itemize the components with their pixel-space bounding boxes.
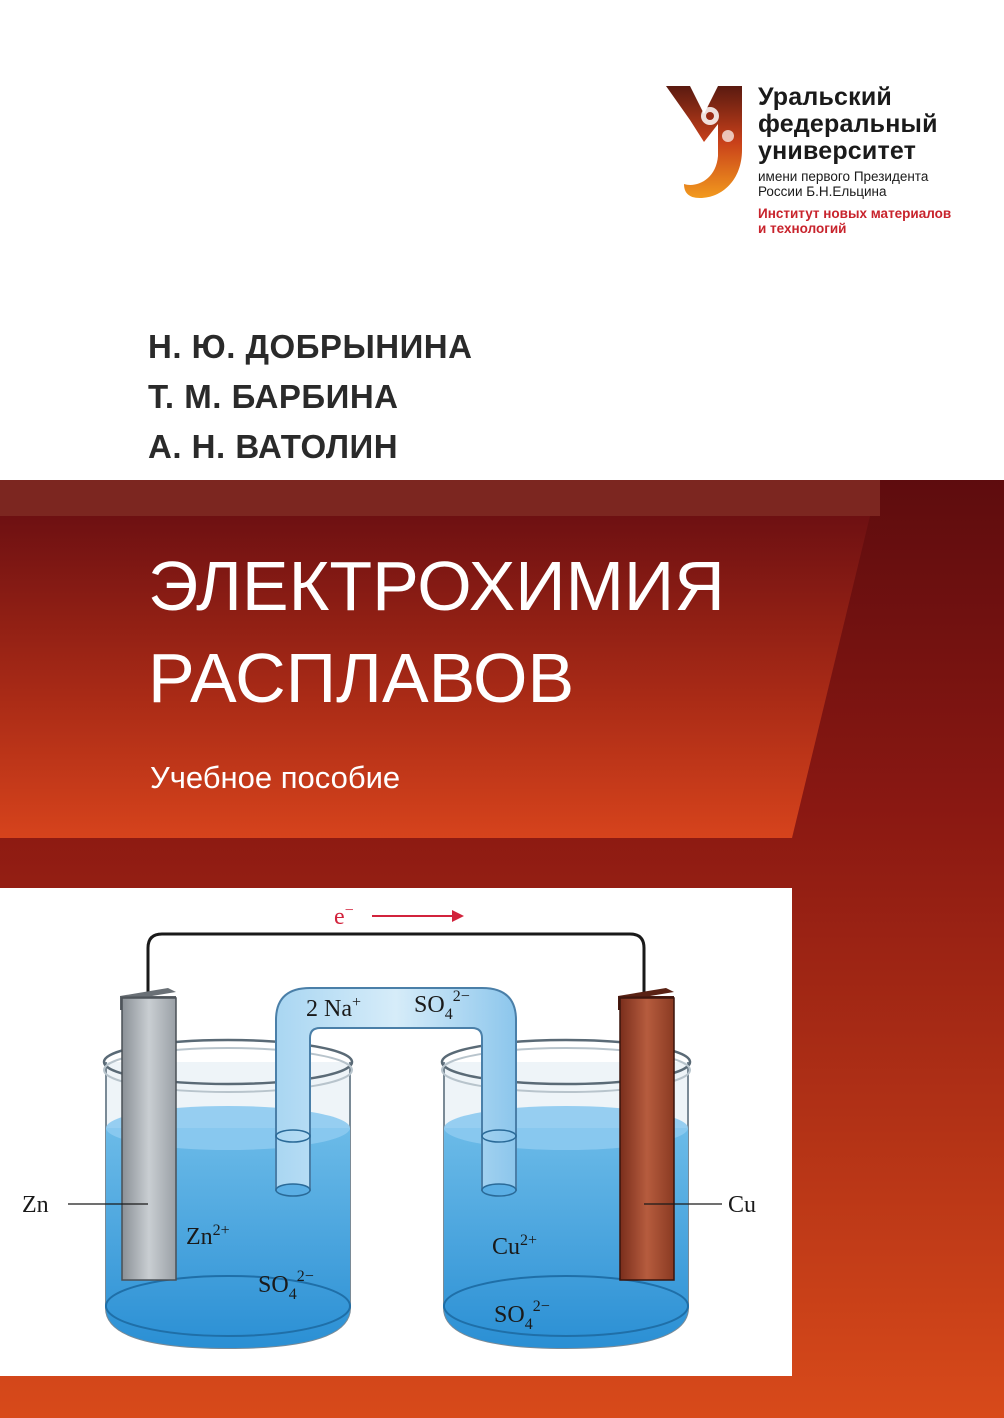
university-name-line-2: федеральный [758, 110, 938, 138]
zinc-electrode [120, 988, 176, 1280]
electron-label: e− [334, 902, 354, 930]
university-name-line-1: Уральский [758, 83, 892, 111]
university-subtitle-line-1: имени первого Президента [758, 169, 929, 184]
title-line-1: ЭЛЕКТРОХИМИЯ [148, 547, 725, 625]
author-1: Н. Ю. ДОБРЫНИНА [148, 328, 473, 365]
bridge-sulfate-label: $SO_4^{2-}$ [414, 988, 470, 1023]
book-title [148, 540, 725, 724]
institute-line-1: Институт новых материалов [758, 206, 952, 221]
copper-ion-label: $Cu^{2+}$ [492, 1232, 538, 1260]
book-subtitle: Учебное пособие [150, 760, 401, 795]
authors-list [148, 322, 472, 472]
university-subtitle-line-2: России Б.Н.Ельцина [758, 184, 887, 199]
university-logo [660, 80, 980, 250]
galvanic-cell-diagram [0, 888, 792, 1376]
right-sulfate-label: $SO_4^{2-}$ [494, 1298, 550, 1333]
left-sulfate-label: $SO_4^{2-}$ [258, 1268, 314, 1303]
author-2: Т. М. БАРБИНА [148, 378, 399, 415]
university-name-line-3: университет [758, 137, 917, 165]
electron-arrowhead [452, 910, 464, 922]
urfu-logo-icon [660, 80, 750, 210]
zinc-ion-label: $Zn^{2+}$ [186, 1222, 230, 1250]
title-line-2: РАСПЛАВОВ [148, 639, 575, 717]
author-3: А. Н. ВАТОЛИН [148, 428, 399, 465]
university-name-block [758, 84, 951, 236]
institute-line-2: и технологий [758, 221, 847, 236]
bridge-sodium-label: 2 Na+ [306, 994, 362, 1022]
zinc-label: Zn [22, 1192, 49, 1218]
copper-electrode [618, 988, 674, 1280]
galvanic-cell-figure [0, 888, 792, 1376]
copper-label: Cu [728, 1192, 757, 1218]
